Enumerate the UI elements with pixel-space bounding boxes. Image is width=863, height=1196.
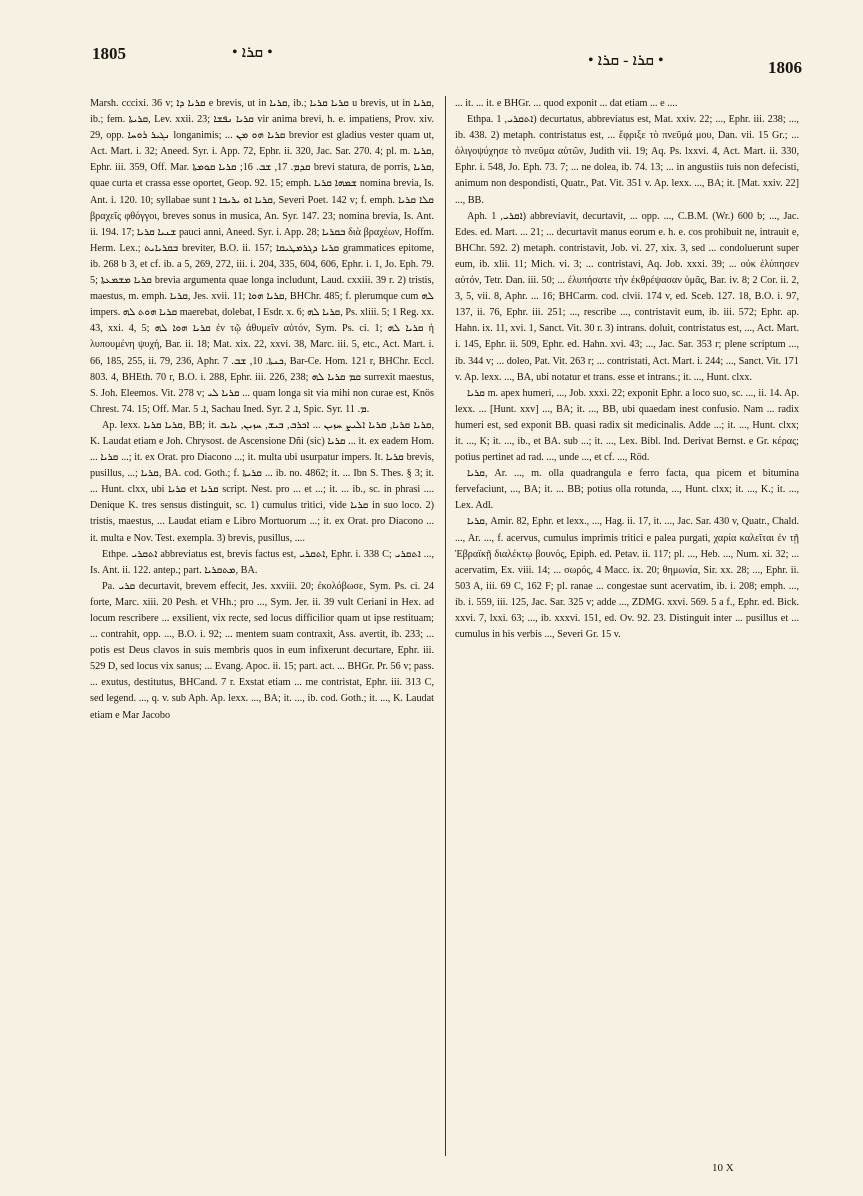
right-entry-paragraph: Ethpa. ܐܬܩܪܝ, 1) decurtatus, abbreviatus est, Mat. xxiv. 22; ..., Ephr. iii. 238; ..., ib. 438. 2) metaph. contristatus est, ... ἔφριξε τὸ πνεῦμά μου, Dan. vii. 15 Gr.; ... ὀλιγοψύχησε τὸ πνεῦμα αὐτῶν, Judith vii. 19; Aq. Ps. lxxvi. 4, Act. Mart. ii. 330, Ephr. i. 548, Jo. Eph. 73. 7; ... ne dolea, ib. 74. 13; ... in angustiis tuis non defecisti, animum non despondisti, Quatr., Pat. Vit. 351 v. Ap. lexx. ..., BA; it. [Mat. xxiv. 22] ..., BB. [455,114,799,206]
right-entry-paragraph: Aph. ܐܩܪܝ, 1) abbreviavit, decurtavit, ... opp. ..., C.B.M. (Wr.) 600 b; ..., Jac. Edes. ed. Mart. ... 21; ... decurtavit manus eorum e. h. e. cos prohibuit ne, intrauit e, BHChr. 592. 2) metaph. contristavit, Job. vi. 27, xix. 3, sed ... condoluerunt super eum, ib. xlii. 11; Mich. vi. 3; ... contristavi, Aq. Job. xxxi. 39; ... οὐκ ἐλύπησεν αὐτόν, Tetr. Dan. iii. 50; ... ἐλυπήσατε τὴν ἐκθρέψασαν ὑμᾶς, Bar. iv. 8; 2 Cor. ii. 2, 3, 5, vii. 8, Aphr. ... 16; BHCarm. cod. clvii. 174 v, ed. Sceb. 127. 18, B.O. i. 97, 137, ii. 76, Ephr. iii. 251; ..., rescribe ..., contristavit eum, ib. iii. 572; Ephr. ap. Hahn. ix. 11, xvi. 1, Sanct. Vit. 30 r. 3) intrans. doluit, contristatus est, ..., Act. Mart. i. 145, Ephr. ii. 509, Ephr. ed. Hahn. xvi. 43; ..., Jac. Sar. 353 r; plene scriptum ..., ib. 344 v; ... doleo, Pat. Vit. 263 r; ... contristati, Act. Mart. i. 244; ..., Sanct. Vit. 171 v. Ap. lexx. ..., BA, ubi notatur et trans. esse et intrans.; it. ..., Hunt. clxx. [455,210,799,383]
page-header [0,0,863,77]
column-divider [445,96,446,1156]
left-entry-paragraph: Ethpe. ܐܬܩܪܝ abbreviatus est, brevis factus est, ܐܬܩܪܝ, Ephr. i. 338 C; ܐܬܩܪܝ ..., Is. Ant. ii. 122. antep.; part. ܡܬܩܪܝܐ, BA. [90,548,434,576]
printer-signature: 10 X [712,1162,734,1174]
left-entry-paragraph: Ap. lexx. ܩܪܝܐ ܩܪܝܐ, BB; it. ܩܪܝܐ ܩܪܝܐ, ܩܪܝܐ ܐܠܝܨ ܚܙܝܢ ... ܐܟܪܒ, ܒܝܫ, ܚܙܝܢ, ܝܐܝܒ, K. Laudat etiam e Joh. Chrysost. de Ascensione Dñi (sic) ܩܪܝܐ ... it. ex eadem Hom. ... ܩܪܝܐ ...; it. ex Orat. pro Diacono ...; it. multa ubi usurpatur impers. It. ܩܪܝܐ brevis, pusillus, ...; ܩܪܝܐ, BA. cod. Goth.; f. ܩܪܝܬܐ ... ib. no. 4862; it. ... Ibn S. Thes. § 3; it. ... Hunt. clxx, ubi ܩܪܝܐ et ܩܪܝܐ script. Nest. pro ... et ...; it. ... ib., sc. in phrasi .... Denique K. tres sensus distinguit, sc. 1) cumulus tritici, vide ܩܪܝܐ in suo loco. 2) tristis, maestus, ... Laudat etiam e Libro Mortuorum ...; it. ex Orat. pro Diacono ... it. multa e Nov. Test. exempla. 3) brevis, pusillus, .... [90,419,434,544]
running-head-right: • ܩܪܐ - ܩܪܐ • [588,52,664,69]
left-entry-paragraph: Marsh. cccixi. 36 v; ܩܪܝܐ ܕܐ e brevis, ut in ܩܪܝܐ, ib.; ܩܪܝܐ ܩܪܝܐ u brevis, ut in ܩܪܝܐ, ib.; fem. ܩܪܝܬܐ, Lev. xxii. 23; ܩܪܝܐ ܢܦܫܐ vir anima brevi, h. e. impatiens, Prov. xiv. 29, opp. ܢܓܝܪ ܪܘܚܐ longanimis; ... ܩܪܝܐ ܗܘ ܡܢ brevior est gladius vester quam ut, Act. Mart. i. 32; Aneed. Syr. i. App. 72, Ephr. ii. 320, Jac. Sar. 270. 4; pl. m. ܩܪܝܐ, Ephr. iii. 359, Off. Mar. ܩܕܡ. 17, ܫܒ. 16; ܩܪܝܐ ܩܘܡܬܐ brevi statura, de porris, ܩܪܝܐ, quae curta et crassa esse oportet, Geop. 92. 15; emph. ܫܡܗܐ ܩܪܝܐ nomina brevia, Is. Ant. i. 120. 10; syllabae sunt ܩܪܝܐ ܐܘ ܝܪܝܟܐ ܐ, Severi Poet. 142 v; f. emph. ܩܠܐ ܩܪܝܐ βραχεῖς φθόγγοι, breves sonus in musica, An. Syr. 147. 23; nomina brevia, Is. Ant. ii. 194. 17; ܫܢܝܐ ܩܪܝܐ pauci anni, Aneed. Syr. i. App. 28; ܒܩܪܝܐ διὰ βραχέων, Hoffm. Herm. Lex.; ܒܩܪܝܐܝܬ breviter, B.O. ii. 157; ܩܪܝܐ ܕܓܪܡܛܝܩܐ grammatices epitome, ib. 268 b 3, et cf. ib. a 5, 269, 272, iii. i. 204, 335, 604, 606, Ephr. i. 1, Jo. Eph. 79. 5; ܩܪܝܐ ܡܫܡܥܬܐ brevia argumenta quae longa includunt, Laud. cxxiii. 39 r. 2) tristis, maestus, m. emph. ܩܪܝܐ, Jes. xvii. 11; ܩܪܝܐ ܗܘܐ, BHChr. 485; f. plerumque cum ܠܗ impers. ܩܪܝܐ ܗܘܬ ܠܗ maerebat, dolebat, I Esdr. x. 6; ܩܪܝܐ ܠܗ, Ps. xliii. 5; 1 Reg. xx. 43, xxi. 4, 5; ܩܪܝܐ ܗܘܐ ܠܗ ἐν τῷ ἀθυμεῖν αὐτόν, Sym. Ps. ci. 1; ܩܪܝܐ ܠܗ ἡ λυπουμένη ψυχή, Bar. ii. 18; Mat. xix. 22, xxvi. 38, Marc. iii. 5, etc., Act. Mart. i. 66, 185, 255, ii. 79, 236, Aphr. ܟܢܬܐ. 10, ܫܒ. 7, Bar-Ce. Hom. 121 r, BHChr. Eccl. 803. 4, BHEth. 70 r, B.O. i. 288, Ephr. iii. 226, 238; ܩܡ ܩܪܝܐ ܠܗ surrexit maestus, S. Joh. Eleemos. Vit. 278 v; ܩܪܝܐ ܠܝ ... quam longa sit via mihi non curae est, Knös Chrest. 74. 15; Off. Mar. ܐ. 5, Sachau Ined. Syr. ܐ. 2, Spic. Syr. ܡ. 11. [90,98,434,415]
right-entry-paragraph: ... it. ... it. e BHGr. ... quod exponit ... dat etiam ... e .... [455,98,678,109]
right-entry-paragraph: ܩܪܝܐ, Ar. ..., m. olla quadrangula e ferro facta, qua picem et bitumina fervefaciunt, ..., BA; it. ... BB; potius olla rotunda, ..., Hunt. clxx; it. ..., K.; it. ..., Lex. Adl. [455,468,799,512]
right-column [455,96,799,1156]
right-entry-paragraph: ܩܪܝܐ m. apex humeri, ..., Job. xxxi. 22; exponit Ephr. a loco suo, sc. ..., ii. 14. Ap. lexx. ... [Hunt. xxv] ..., BA; it. ..., BB, ubi quaedam inest confusio. Nam ... radix humeri est, sed exponit BB. quasi radix sit medicinalis. Adde ...; it. ..., Hunt. clxx; it. ..., K; it. ..., ib., et BA. sub ...; it. ..., Lex. Bibl. Ind. Derivat Bernst. e Gr. κέρας; potius pertinet ad rad. ..., unde ..., et cf. ..., Röd. [455,387,799,464]
page-number-right: 1806 [768,58,802,77]
right-entry-paragraph: ܩܪܝܐ, Amir. 82, Ephr. et lexx., ..., Hag. ii. 17, it. ..., Jac. Sar. 430 v, Quatr., Chald. ..., Ar. ..., f. acervus, cumulus imprimis tritici e palea purgati, χαρία καλεῖται ἐν τῇ Ἑβραϊκῇ διαλέκτῳ βουνός, Epiph. ed. Petav. ii. 117; pl. ..., Heb. ..., Num. xi. 32; ... acervatim, Ex. viii. 14; ... σωρός, 4 Macc. ix. 20; θημωνία, Sir. xx. 28; ..., Ephr. ii. 503 A, iii. 69 C, 162 F; pl. ranae ... congestae sunt acervatim, ib. i. 208; emph. ..., ib. i. 559, iii. 125, Jac. Sar. 325 v; adde ..., ZDMG. xxvi. 569. 5 a f., Ephr. ed. Bick. xxvi. 7, lxxi. 63; ..., ib. xxxvi. 151, ed. Ov. 92. 23. Distinguit inter ... pusillus et ... cumulus in his verbis ..., Severi Gr. 15 v. [455,516,799,641]
left-entry-paragraph: Pa. ܩܪܝ decurtavit, brevem effecit, Jes. xxviii. 20; ἐκολόβωσε, Sym. Ps. ci. 24 forte, Marc. xiii. 20 Pesh. et VHh.; pro ..., Sym. Jer. ii. 39 vult Ceriani in Hex. ad locum rescribere ... exsilient, vix recte, sed locus difficilior quam ut ipse restituam; ... contrahit, opp. ..., B.O. i. 92; ... mentem suam contraxit, Ass. avertit, ib. 233; ... potis est Deus clavos in suis membris quos in eum infixerunt decurtare, Ephr. iii. 529 D, sed locus vix sanus; ... Evang. Apoc. ii. 15; part. act. ... BHGr. Pr. 56 v; pass. ... exutus, destitutus, BHCand. 7 r. Exstat etiam ... me contristat, Ephr. iii. 313 C, sed legend. ..., q. v. sub Aph. Ap. lexx. ..., BA; it. ..., ib. cod. Goth.; it. ..., K. Laudat etiam e Mar Jacobo [90,580,434,721]
running-head-left: • ܩܪܐ • [232,44,273,61]
left-column [90,96,434,1156]
page-number-left: 1805 [92,44,126,63]
